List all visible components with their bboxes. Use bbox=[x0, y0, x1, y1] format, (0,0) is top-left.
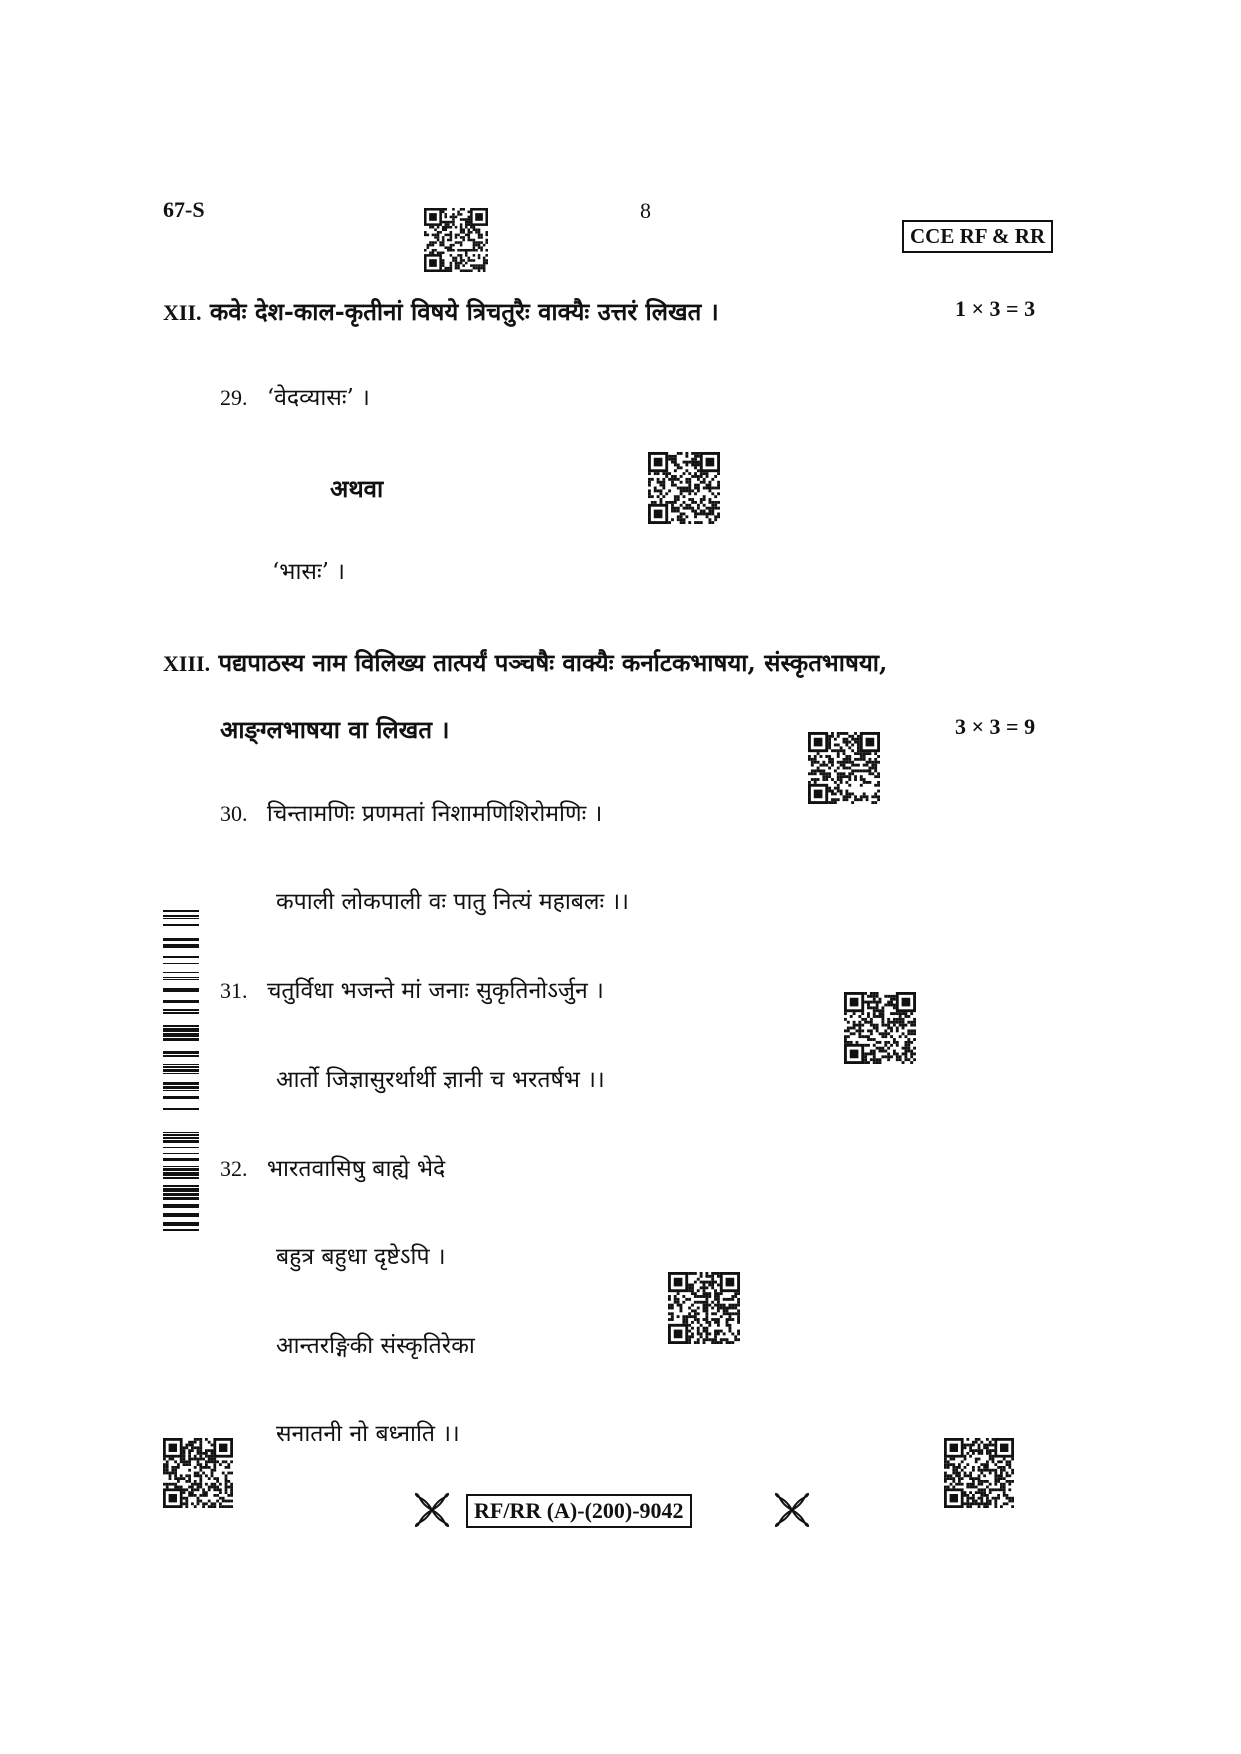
section-instruction: कवेः देश-काल-कृतीनां विषये त्रिचतुरैः वाक्यैः उत्तरं लिखत । bbox=[209, 297, 719, 326]
qr-code-icon bbox=[648, 452, 720, 524]
qr-code-icon bbox=[944, 1438, 1014, 1508]
verse-line: चतुर्विधा भजन्ते मां जनाः सुकृतिनोऽर्जुन । bbox=[266, 978, 604, 1004]
verse-line: सनातनी नो बध्नाति ।। bbox=[276, 1421, 460, 1447]
or-label: अथवा bbox=[330, 474, 384, 503]
qr-code-icon bbox=[808, 732, 880, 804]
question-text: ‘वेदव्यासः’ । bbox=[266, 385, 370, 411]
verse-line: बहुत्र बहुधा दृष्टेऽपि । bbox=[276, 1244, 446, 1270]
barcode-icon bbox=[163, 910, 199, 1232]
question-32 bbox=[220, 1155, 445, 1185]
section-instruction-line2: आङ्ग्लभाषया वा लिखत । bbox=[220, 715, 450, 744]
question-30 bbox=[220, 800, 602, 830]
leaf-cross-icon bbox=[412, 1490, 452, 1530]
question-number: 30. bbox=[220, 801, 248, 826]
verse-line: भारतवासिषु बाह्ये भेदे bbox=[266, 1156, 446, 1182]
section-roman: XII. कवेः देश-काल-कृतीनां विषये त्रिचतुरैः वाक्यैः उत्तरं लिखत । bbox=[163, 297, 719, 326]
qr-code-icon bbox=[163, 1438, 233, 1508]
section-marks: 3 × 3 = 9 bbox=[955, 714, 1036, 739]
series-box: CCE RF & RR bbox=[902, 220, 1053, 253]
leaf-cross-icon bbox=[772, 1490, 812, 1530]
paper-code: 67-S bbox=[163, 197, 205, 222]
qr-code-icon bbox=[844, 992, 916, 1064]
question-29 bbox=[220, 384, 370, 414]
question-number: 31. bbox=[220, 978, 248, 1003]
question-31 bbox=[220, 977, 604, 1007]
verse-line: चिन्तामणिः प्रणमतां निशामणिशिरोमणिः । bbox=[266, 801, 603, 827]
page-number: 8 bbox=[640, 198, 651, 223]
question-number: 32. bbox=[220, 1156, 248, 1181]
verse-line: आर्तो जिज्ञासुरर्थार्थी ज्ञानी च भरतर्षभ ।। bbox=[276, 1067, 605, 1093]
question-29-alt: ‘भासः’ । bbox=[272, 559, 345, 585]
question-number: 29. bbox=[220, 385, 248, 410]
section-instruction-line1: XIII. पद्यपाठस्य नाम विलिख्य तात्पर्यं पञ्चषैः वाक्यैः कर्नाटकभाषया, संस्कृतभाषया, bbox=[163, 648, 888, 677]
section-marks: 1 × 3 = 3 bbox=[955, 296, 1036, 321]
footer-code: RF/RR (A)-(200)-9042 bbox=[466, 1494, 692, 1528]
qr-code-icon bbox=[668, 1272, 740, 1344]
qr-code-icon bbox=[424, 208, 488, 272]
verse-line: आन्तरङ्गिकी संस्कृतिरेका bbox=[276, 1333, 475, 1359]
verse-line: कपाली लोकपाली वः पातु नित्यं महाबलः ।। bbox=[276, 889, 629, 915]
